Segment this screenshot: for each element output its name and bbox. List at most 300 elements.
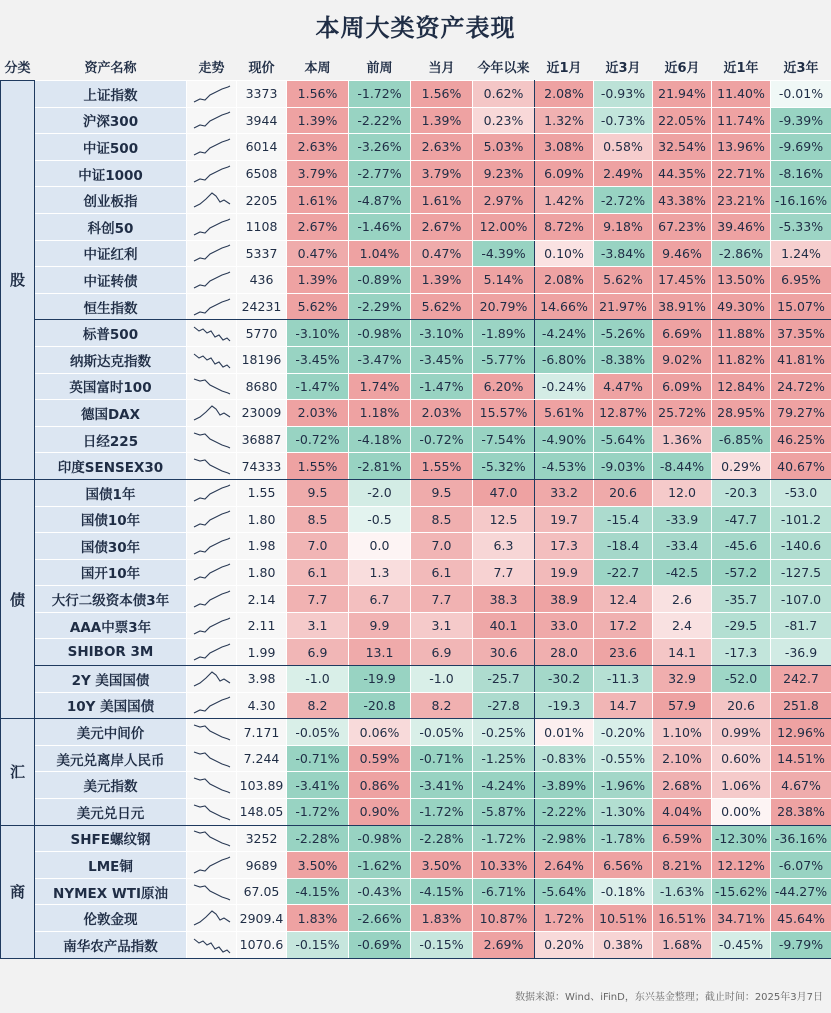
column-header: 走势 bbox=[187, 52, 237, 81]
return-cell: -0.98% bbox=[349, 320, 411, 347]
source-note: 数据来源：Wind、iFinD，东兴基金整理；截止时间：2025年3月7日 bbox=[515, 992, 823, 1003]
return-cell: -30.2 bbox=[535, 666, 594, 693]
return-cell: -1.25% bbox=[473, 745, 535, 772]
asset-name: 标普500 bbox=[35, 320, 187, 347]
price-cell: 23009 bbox=[237, 400, 287, 427]
return-cell: 6.09% bbox=[653, 373, 712, 400]
trend-sparkline bbox=[187, 506, 237, 533]
return-cell: 9.9 bbox=[349, 612, 411, 639]
return-cell: -5.87% bbox=[473, 799, 535, 826]
trend-sparkline bbox=[187, 905, 237, 932]
return-cell: 5.62% bbox=[594, 267, 653, 294]
return-cell: 37.35% bbox=[771, 320, 831, 347]
trend-sparkline bbox=[187, 533, 237, 560]
return-cell: -19.3 bbox=[535, 692, 594, 719]
return-cell: 67.23% bbox=[653, 213, 712, 240]
return-cell: -3.41% bbox=[287, 772, 349, 799]
return-cell: -4.15% bbox=[287, 878, 349, 905]
table-row bbox=[1, 772, 831, 799]
return-cell: 1.10% bbox=[653, 719, 712, 746]
trend-sparkline bbox=[187, 400, 237, 427]
return-cell: 1.39% bbox=[411, 267, 473, 294]
return-cell: 2.6 bbox=[653, 586, 712, 613]
return-cell: 38.3 bbox=[473, 586, 535, 613]
return-cell: 0.58% bbox=[594, 134, 653, 161]
asset-name: 南华农产品指数 bbox=[35, 932, 187, 959]
return-cell: -9.39% bbox=[771, 107, 831, 134]
return-cell: -2.77% bbox=[349, 160, 411, 187]
asset-name: 日经225 bbox=[35, 426, 187, 453]
return-cell: -19.9 bbox=[349, 666, 411, 693]
return-cell: 11.74% bbox=[712, 107, 771, 134]
asset-name: 印度SENSEX30 bbox=[35, 453, 187, 480]
price-cell: 5337 bbox=[237, 240, 287, 267]
asset-name: 德国DAX bbox=[35, 400, 187, 427]
return-cell: -0.55% bbox=[594, 745, 653, 772]
return-cell: 1.39% bbox=[411, 107, 473, 134]
return-cell: 8.5 bbox=[411, 506, 473, 533]
table-row bbox=[1, 134, 831, 161]
price-cell: 24231 bbox=[237, 293, 287, 320]
return-cell: -1.0 bbox=[411, 666, 473, 693]
return-cell: 1.55% bbox=[287, 453, 349, 480]
return-cell: 44.35% bbox=[653, 160, 712, 187]
asset-name: AAA中票3年 bbox=[35, 612, 187, 639]
return-cell: 1.61% bbox=[411, 187, 473, 214]
column-header: 分类 bbox=[1, 52, 35, 81]
return-cell: 6.69% bbox=[653, 320, 712, 347]
return-cell: -5.32% bbox=[473, 453, 535, 480]
return-cell: 11.40% bbox=[712, 81, 771, 108]
price-cell: 436 bbox=[237, 267, 287, 294]
return-cell: -0.72% bbox=[411, 426, 473, 453]
return-cell: -17.3 bbox=[712, 639, 771, 666]
asset-name: 纳斯达克指数 bbox=[35, 346, 187, 373]
table-row bbox=[1, 453, 831, 480]
return-cell: 17.45% bbox=[653, 267, 712, 294]
return-cell: 38.9 bbox=[535, 586, 594, 613]
return-cell: 32.9 bbox=[653, 666, 712, 693]
return-cell: 1.39% bbox=[287, 107, 349, 134]
return-cell: -18.4 bbox=[594, 533, 653, 560]
return-cell: -4.39% bbox=[473, 240, 535, 267]
return-cell: -0.15% bbox=[411, 932, 473, 959]
return-cell: 24.72% bbox=[771, 373, 831, 400]
column-header: 近6月 bbox=[653, 52, 712, 81]
trend-sparkline bbox=[187, 852, 237, 879]
return-cell: 0.29% bbox=[712, 453, 771, 480]
return-cell: -2.86% bbox=[712, 240, 771, 267]
table-row bbox=[1, 479, 831, 506]
asset-name: 2Y 美国国债 bbox=[35, 666, 187, 693]
return-cell: -57.2 bbox=[712, 559, 771, 586]
return-cell: -107.0 bbox=[771, 586, 831, 613]
price-cell: 1070.6 bbox=[237, 932, 287, 959]
category-cell: 股 bbox=[1, 81, 35, 480]
return-cell: 0.01% bbox=[535, 719, 594, 746]
return-cell: 6.9 bbox=[287, 639, 349, 666]
asset-name: 英国富时100 bbox=[35, 373, 187, 400]
return-cell: -0.93% bbox=[594, 81, 653, 108]
return-cell: -1.72% bbox=[411, 799, 473, 826]
price-cell: 103.89 bbox=[237, 772, 287, 799]
return-cell: -3.10% bbox=[287, 320, 349, 347]
return-cell: -33.9 bbox=[653, 506, 712, 533]
return-cell: -27.8 bbox=[473, 692, 535, 719]
column-header: 前周 bbox=[349, 52, 411, 81]
return-cell: -25.7 bbox=[473, 666, 535, 693]
return-cell: -2.28% bbox=[287, 825, 349, 852]
asset-name: SHFE螺纹钢 bbox=[35, 825, 187, 852]
trend-sparkline bbox=[187, 878, 237, 905]
return-cell: 1.72% bbox=[535, 905, 594, 932]
return-cell: -0.25% bbox=[473, 719, 535, 746]
return-cell: -3.47% bbox=[349, 346, 411, 373]
return-cell: 0.38% bbox=[594, 932, 653, 959]
category-cell: 汇 bbox=[1, 719, 35, 825]
return-cell: -1.47% bbox=[287, 373, 349, 400]
table-row bbox=[1, 719, 831, 746]
return-cell: 6.59% bbox=[653, 825, 712, 852]
price-cell: 36887 bbox=[237, 426, 287, 453]
return-cell: 2.68% bbox=[653, 772, 712, 799]
trend-sparkline bbox=[187, 346, 237, 373]
return-cell: 2.03% bbox=[411, 400, 473, 427]
return-cell: 8.21% bbox=[653, 852, 712, 879]
return-cell: 19.7 bbox=[535, 506, 594, 533]
return-cell: -29.5 bbox=[712, 612, 771, 639]
return-cell: -15.4 bbox=[594, 506, 653, 533]
asset-performance-table bbox=[0, 52, 831, 959]
trend-sparkline bbox=[187, 320, 237, 347]
return-cell: 9.5 bbox=[287, 479, 349, 506]
return-cell: 7.7 bbox=[411, 586, 473, 613]
return-cell: -6.80% bbox=[535, 346, 594, 373]
return-cell: 1.18% bbox=[349, 400, 411, 427]
return-cell: 6.1 bbox=[411, 559, 473, 586]
asset-name: 恒生指数 bbox=[35, 293, 187, 320]
asset-name: 中证红利 bbox=[35, 240, 187, 267]
trend-sparkline bbox=[187, 799, 237, 826]
return-cell: 2.08% bbox=[535, 81, 594, 108]
return-cell: 1.74% bbox=[349, 373, 411, 400]
return-cell: -101.2 bbox=[771, 506, 831, 533]
return-cell: 28.95% bbox=[712, 400, 771, 427]
return-cell: 6.9 bbox=[411, 639, 473, 666]
return-cell: 0.59% bbox=[349, 745, 411, 772]
return-cell: 0.10% bbox=[535, 240, 594, 267]
return-cell: 12.96% bbox=[771, 719, 831, 746]
return-cell: -2.81% bbox=[349, 453, 411, 480]
table-row bbox=[1, 346, 831, 373]
asset-name: 创业板指 bbox=[35, 187, 187, 214]
return-cell: 12.12% bbox=[712, 852, 771, 879]
column-header: 近3月 bbox=[594, 52, 653, 81]
asset-name: 伦敦金现 bbox=[35, 905, 187, 932]
return-cell: 2.4 bbox=[653, 612, 712, 639]
return-cell: -0.01% bbox=[771, 81, 831, 108]
return-cell: 251.8 bbox=[771, 692, 831, 719]
return-cell: 3.08% bbox=[535, 134, 594, 161]
asset-name: 中证1000 bbox=[35, 160, 187, 187]
table-row bbox=[1, 160, 831, 187]
return-cell: -0.05% bbox=[287, 719, 349, 746]
table-row bbox=[1, 400, 831, 427]
return-cell: 242.7 bbox=[771, 666, 831, 693]
return-cell: 2.63% bbox=[411, 134, 473, 161]
return-cell: 1.24% bbox=[771, 240, 831, 267]
price-cell: 3944 bbox=[237, 107, 287, 134]
price-cell: 7.244 bbox=[237, 745, 287, 772]
return-cell: 2.67% bbox=[287, 213, 349, 240]
asset-name: 中证500 bbox=[35, 134, 187, 161]
asset-name: 美元指数 bbox=[35, 772, 187, 799]
price-cell: 2.11 bbox=[237, 612, 287, 639]
column-header: 现价 bbox=[237, 52, 287, 81]
table-row bbox=[1, 320, 831, 347]
return-cell: 1.56% bbox=[287, 81, 349, 108]
return-cell: 33.2 bbox=[535, 479, 594, 506]
price-cell: 74333 bbox=[237, 453, 287, 480]
table-row bbox=[1, 267, 831, 294]
return-cell: 1.68% bbox=[653, 932, 712, 959]
return-cell: -5.64% bbox=[594, 426, 653, 453]
trend-sparkline bbox=[187, 825, 237, 852]
return-cell: 7.0 bbox=[287, 533, 349, 560]
trend-sparkline bbox=[187, 240, 237, 267]
table-row bbox=[1, 852, 831, 879]
trend-sparkline bbox=[187, 267, 237, 294]
return-cell: 1.06% bbox=[712, 772, 771, 799]
return-cell: 10.33% bbox=[473, 852, 535, 879]
return-cell: 6.09% bbox=[535, 160, 594, 187]
return-cell: -140.6 bbox=[771, 533, 831, 560]
return-cell: -0.98% bbox=[349, 825, 411, 852]
return-cell: -5.33% bbox=[771, 213, 831, 240]
return-cell: -33.4 bbox=[653, 533, 712, 560]
asset-name: 沪深300 bbox=[35, 107, 187, 134]
return-cell: 14.66% bbox=[535, 293, 594, 320]
return-cell: 0.90% bbox=[349, 799, 411, 826]
asset-name: LME铜 bbox=[35, 852, 187, 879]
asset-name: 国债10年 bbox=[35, 506, 187, 533]
return-cell: 1.61% bbox=[287, 187, 349, 214]
return-cell: 1.32% bbox=[535, 107, 594, 134]
return-cell: 6.7 bbox=[349, 586, 411, 613]
return-cell: 8.2 bbox=[287, 692, 349, 719]
trend-sparkline bbox=[187, 479, 237, 506]
return-cell: 11.88% bbox=[712, 320, 771, 347]
trend-sparkline bbox=[187, 293, 237, 320]
trend-sparkline bbox=[187, 81, 237, 108]
return-cell: -1.72% bbox=[473, 825, 535, 852]
return-cell: -1.0 bbox=[287, 666, 349, 693]
return-cell: 13.50% bbox=[712, 267, 771, 294]
return-cell: 47.0 bbox=[473, 479, 535, 506]
return-cell: -9.03% bbox=[594, 453, 653, 480]
column-header: 近1月 bbox=[535, 52, 594, 81]
table-row bbox=[1, 666, 831, 693]
category-cell: 债 bbox=[1, 479, 35, 718]
return-cell: 2.69% bbox=[473, 932, 535, 959]
return-cell: -0.71% bbox=[287, 745, 349, 772]
price-cell: 2909.4 bbox=[237, 905, 287, 932]
return-cell: 14.7 bbox=[594, 692, 653, 719]
price-cell: 1108 bbox=[237, 213, 287, 240]
return-cell: 9.5 bbox=[411, 479, 473, 506]
return-cell: -4.18% bbox=[349, 426, 411, 453]
price-cell: 1.98 bbox=[237, 533, 287, 560]
return-cell: -53.0 bbox=[771, 479, 831, 506]
asset-name: 中证转债 bbox=[35, 267, 187, 294]
return-cell: 6.56% bbox=[594, 852, 653, 879]
trend-sparkline bbox=[187, 719, 237, 746]
column-header: 资产名称 bbox=[35, 52, 187, 81]
return-cell: -16.16% bbox=[771, 187, 831, 214]
trend-sparkline bbox=[187, 160, 237, 187]
asset-name: 美元兑离岸人民币 bbox=[35, 745, 187, 772]
asset-name: 科创50 bbox=[35, 213, 187, 240]
return-cell: -8.44% bbox=[653, 453, 712, 480]
return-cell: -1.72% bbox=[287, 799, 349, 826]
return-cell: -0.43% bbox=[349, 878, 411, 905]
return-cell: -6.85% bbox=[712, 426, 771, 453]
return-cell: 14.1 bbox=[653, 639, 712, 666]
asset-name: SHIBOR 3M bbox=[35, 639, 187, 666]
return-cell: 30.6 bbox=[473, 639, 535, 666]
return-cell: -0.72% bbox=[287, 426, 349, 453]
return-cell: 0.47% bbox=[287, 240, 349, 267]
table-row bbox=[1, 373, 831, 400]
table-body bbox=[1, 81, 831, 959]
return-cell: -2.98% bbox=[535, 825, 594, 852]
return-cell: 9.02% bbox=[653, 346, 712, 373]
return-cell: 2.97% bbox=[473, 187, 535, 214]
return-cell: 79.27% bbox=[771, 400, 831, 427]
return-cell: 8.2 bbox=[411, 692, 473, 719]
price-cell: 1.55 bbox=[237, 479, 287, 506]
price-cell: 3.98 bbox=[237, 666, 287, 693]
return-cell: -4.87% bbox=[349, 187, 411, 214]
return-cell: 0.20% bbox=[535, 932, 594, 959]
return-cell: 13.1 bbox=[349, 639, 411, 666]
asset-name: 大行二级资本债3年 bbox=[35, 586, 187, 613]
return-cell: 0.99% bbox=[712, 719, 771, 746]
return-cell: -0.83% bbox=[535, 745, 594, 772]
return-cell: -47.7 bbox=[712, 506, 771, 533]
price-cell: 67.05 bbox=[237, 878, 287, 905]
return-cell: -15.62% bbox=[712, 878, 771, 905]
return-cell: 1.3 bbox=[349, 559, 411, 586]
return-cell: 23.21% bbox=[712, 187, 771, 214]
return-cell: 57.9 bbox=[653, 692, 712, 719]
return-cell: 39.46% bbox=[712, 213, 771, 240]
return-cell: 25.72% bbox=[653, 400, 712, 427]
return-cell: 12.4 bbox=[594, 586, 653, 613]
asset-name: 10Y 美国国债 bbox=[35, 692, 187, 719]
return-cell: 0.62% bbox=[473, 81, 535, 108]
asset-name: 国债1年 bbox=[35, 479, 187, 506]
return-cell: 38.91% bbox=[653, 293, 712, 320]
return-cell: 5.14% bbox=[473, 267, 535, 294]
return-cell: 0.06% bbox=[349, 719, 411, 746]
return-cell: -4.90% bbox=[535, 426, 594, 453]
price-cell: 3373 bbox=[237, 81, 287, 108]
return-cell: 20.6 bbox=[712, 692, 771, 719]
return-cell: -2.72% bbox=[594, 187, 653, 214]
price-cell: 1.80 bbox=[237, 559, 287, 586]
return-cell: -8.16% bbox=[771, 160, 831, 187]
return-cell: 33.0 bbox=[535, 612, 594, 639]
column-header: 本周 bbox=[287, 52, 349, 81]
return-cell: 34.71% bbox=[712, 905, 771, 932]
return-cell: -1.63% bbox=[653, 878, 712, 905]
return-cell: -45.6 bbox=[712, 533, 771, 560]
return-cell: -127.5 bbox=[771, 559, 831, 586]
return-cell: 12.00% bbox=[473, 213, 535, 240]
return-cell: 10.51% bbox=[594, 905, 653, 932]
trend-sparkline bbox=[187, 213, 237, 240]
return-cell: 2.64% bbox=[535, 852, 594, 879]
asset-name: 美元兑日元 bbox=[35, 799, 187, 826]
trend-sparkline bbox=[187, 932, 237, 959]
trend-sparkline bbox=[187, 639, 237, 666]
return-cell: 3.79% bbox=[411, 160, 473, 187]
return-cell: -0.5 bbox=[349, 506, 411, 533]
trend-sparkline bbox=[187, 134, 237, 161]
return-cell: -2.28% bbox=[411, 825, 473, 852]
return-cell: -6.71% bbox=[473, 878, 535, 905]
return-cell: -0.89% bbox=[349, 267, 411, 294]
return-cell: 22.05% bbox=[653, 107, 712, 134]
return-cell: -0.15% bbox=[287, 932, 349, 959]
return-cell: -2.66% bbox=[349, 905, 411, 932]
return-cell: 4.47% bbox=[594, 373, 653, 400]
return-cell: 3.50% bbox=[287, 852, 349, 879]
return-cell: -4.15% bbox=[411, 878, 473, 905]
table-row bbox=[1, 612, 831, 639]
price-cell: 6014 bbox=[237, 134, 287, 161]
return-cell: 8.5 bbox=[287, 506, 349, 533]
return-cell: -12.30% bbox=[712, 825, 771, 852]
trend-sparkline bbox=[187, 187, 237, 214]
return-cell: 14.51% bbox=[771, 745, 831, 772]
price-cell: 7.171 bbox=[237, 719, 287, 746]
price-cell: 3252 bbox=[237, 825, 287, 852]
return-cell: 21.94% bbox=[653, 81, 712, 108]
return-cell: 20.6 bbox=[594, 479, 653, 506]
table-row bbox=[1, 506, 831, 533]
return-cell: -36.16% bbox=[771, 825, 831, 852]
return-cell: 22.71% bbox=[712, 160, 771, 187]
return-cell: -1.96% bbox=[594, 772, 653, 799]
return-cell: -1.47% bbox=[411, 373, 473, 400]
return-cell: 1.04% bbox=[349, 240, 411, 267]
asset-name: 上证指数 bbox=[35, 81, 187, 108]
return-cell: -4.53% bbox=[535, 453, 594, 480]
table-row bbox=[1, 799, 831, 826]
return-cell: 2.49% bbox=[594, 160, 653, 187]
return-cell: 10.87% bbox=[473, 905, 535, 932]
return-cell: 3.79% bbox=[287, 160, 349, 187]
return-cell: 3.50% bbox=[411, 852, 473, 879]
return-cell: -52.0 bbox=[712, 666, 771, 693]
return-cell: 9.46% bbox=[653, 240, 712, 267]
return-cell: 6.1 bbox=[287, 559, 349, 586]
return-cell: -2.0 bbox=[349, 479, 411, 506]
return-cell: -20.8 bbox=[349, 692, 411, 719]
return-cell: 1.83% bbox=[411, 905, 473, 932]
